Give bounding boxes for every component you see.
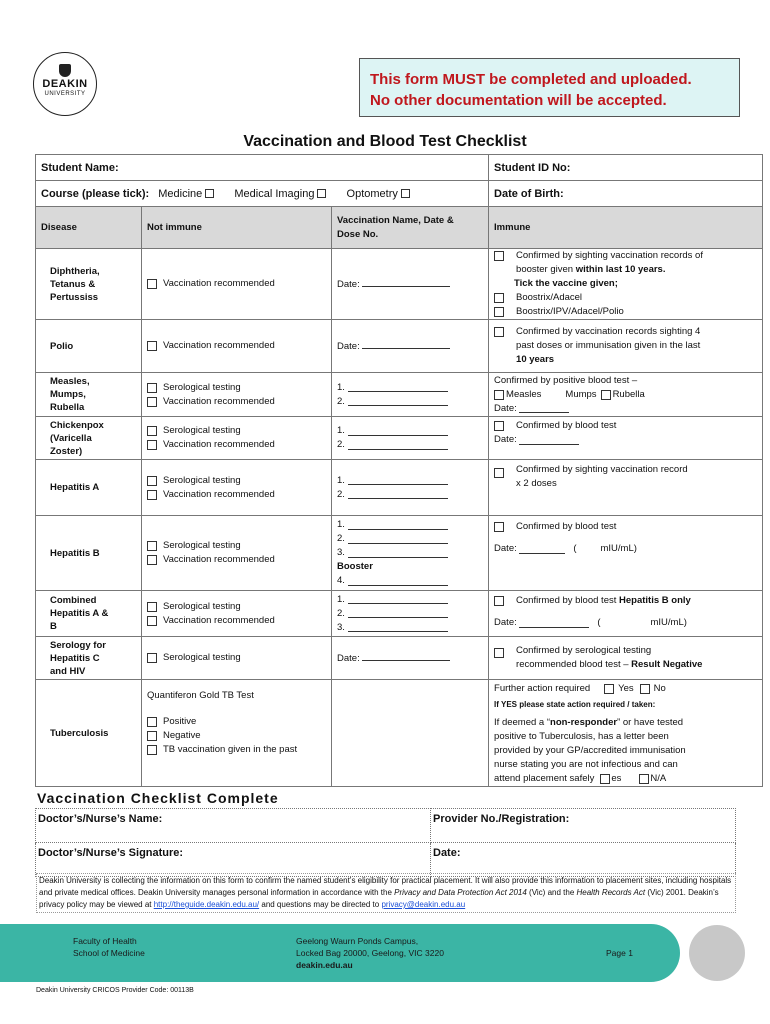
disease-tuberculosis: Tuberculosis (36, 680, 142, 787)
crest-icon (59, 64, 71, 77)
provider-field[interactable] (431, 809, 736, 843)
doctor-name-field[interactable] (36, 809, 431, 843)
immune-cell: Confirmed by serological testing recommended blood test – Result Negative (489, 637, 763, 680)
col-not-immune: Not immune (142, 207, 332, 249)
vaccination-checkbox[interactable] (147, 397, 157, 407)
vacc-cell: Date: (332, 249, 489, 320)
dose-line[interactable] (348, 535, 448, 544)
student-id-label: Student ID No: (494, 161, 571, 174)
table-row (36, 637, 763, 680)
notice-box (359, 58, 740, 117)
disease-polio: Polio (36, 320, 142, 373)
tb-text-line: provided by your GP/accredited immunisation (494, 745, 686, 756)
dose-line[interactable] (348, 609, 448, 618)
confirmed-checkbox[interactable] (494, 522, 504, 532)
date-line[interactable] (362, 340, 450, 349)
dose-line[interactable] (348, 397, 448, 406)
mmr-confirmed-label: Confirmed by positive blood test – (494, 374, 638, 386)
date-line[interactable] (362, 652, 450, 661)
date-line[interactable] (519, 545, 565, 554)
confirmed-checkbox[interactable] (494, 468, 504, 478)
booster-label: Booster (337, 561, 373, 572)
disease-dtp: Diphtheria, Tetanus & Pertussiss (36, 249, 142, 320)
col-vaccination (332, 207, 489, 249)
dose-line[interactable] (348, 577, 448, 586)
serological-checkbox[interactable] (147, 426, 157, 436)
serological-checkbox[interactable] (147, 541, 157, 551)
confirmed-checkbox[interactable] (494, 648, 504, 658)
dose-line[interactable] (348, 383, 448, 392)
not-immune-cell: Quantiferon Gold TB Test Positive Negative TB vaccination given in the past (142, 680, 332, 787)
date-line[interactable] (362, 278, 450, 287)
boostrix-checkbox[interactable] (494, 293, 504, 303)
logo-line1: DEAKIN (42, 78, 88, 90)
vaccination-checkbox[interactable] (147, 341, 157, 351)
page-number: Page 1 (606, 948, 633, 958)
vacc-cell (332, 680, 489, 787)
not-immune-cell: Serological testing Vaccination recommended (142, 417, 332, 460)
course-label: Course (please tick): (41, 187, 150, 200)
immune-cell: Confirmed by vaccination records sighting 4 past doses or immunisation given in the last 10 years (489, 320, 763, 373)
serological-checkbox[interactable] (147, 602, 157, 612)
disease-hepatitis-a: Hepatitis A (36, 460, 142, 516)
student-id-field[interactable] (489, 155, 763, 181)
immune-cell: Confirmed by blood test Date: (489, 417, 763, 460)
vaccination-checkbox[interactable] (147, 279, 157, 289)
provider-label: Provider No./Registration: (433, 813, 570, 825)
table-row (36, 417, 763, 460)
vacc-cell: 1. 2. (332, 460, 489, 516)
footer-address: Geelong Waurn Ponds Campus, Locked Bag 20000, Geelong, VIC 3220 deakin.edu.au (296, 936, 444, 970)
disease-hepatitis-b: Hepatitis B (36, 516, 142, 591)
col-vacc-line2: Dose No. (337, 228, 379, 240)
immune-cell: Further action required Yes No If YES please state action required / taken: If deemed a “non-responder” or have tested positive to Tuberculosis, has a letter been provided by your GP/accredited immunisation nurse stating you are not infectious and can attend placement safely es N/A (489, 680, 763, 787)
doctor-signature-field[interactable] (36, 843, 431, 877)
dob-label: Date of Birth: (494, 187, 564, 200)
date-line[interactable] (519, 404, 569, 413)
privacy-statement: Deakin University is collecting the information on this form to confirm the named student’s eligibility for practical placement. It will also provide this information to placement sites, including hospitals and private medical offices. Deakin University manages personal information in accordance with the Privacy and Data Protection Act 2014 (Vic) and the Health Records Act (Vic) 2001. Deakin’s privacy policy may be viewed at http://theguide.deakin.edu.au/ and questions may be directed to privacy@deakin.edu.au (36, 873, 736, 913)
confirmed-checkbox[interactable] (494, 251, 504, 261)
vacc-cell: Date: (332, 320, 489, 373)
safe-na-checkbox[interactable] (639, 774, 649, 784)
further-no-checkbox[interactable] (640, 684, 650, 694)
dose-line[interactable] (348, 427, 448, 436)
vacc-cell: Date: (332, 637, 489, 680)
table-row (36, 320, 763, 373)
tb-text-line: nurse stating you are not infectious and can (494, 759, 678, 770)
dose-line[interactable] (348, 595, 448, 604)
vaccination-checkbox[interactable] (147, 555, 157, 565)
immune-cell: Confirmed by blood test Hepatitis B only Date: ( mIU/mL) (489, 591, 763, 637)
tb-text-line: positive to Tuberculosis, has a letter been (494, 731, 669, 742)
notice-line1: This form MUST be completed and uploaded. (370, 71, 692, 88)
not-immune-cell: Vaccination recommended (142, 320, 332, 373)
table-row (36, 680, 763, 787)
date-label: Date: (433, 847, 461, 859)
date-line[interactable] (519, 436, 579, 445)
disease-mmr: Measles, Mumps, Rubella (36, 373, 142, 417)
immune-cell: Confirmed by sighting vaccination record x 2 doses (489, 460, 763, 516)
negative-checkbox[interactable] (147, 731, 157, 741)
confirmed-checkbox[interactable] (494, 421, 504, 431)
dose-line[interactable] (348, 623, 448, 632)
confirmed-checkbox[interactable] (494, 596, 504, 606)
course-row (36, 181, 489, 207)
col-vacc-line1: Vaccination Name, Date & (337, 214, 454, 226)
page-title: Vaccination and Blood Test Checklist (243, 133, 527, 150)
not-immune-cell: Serological testing Vaccination recommended (142, 516, 332, 591)
dose-line[interactable] (348, 521, 448, 530)
vaccination-checkbox[interactable] (147, 490, 157, 500)
footer-faculty: Faculty of Health School of Medicine (73, 936, 145, 958)
measles-checkbox[interactable] (494, 390, 504, 400)
confirmed-checkbox[interactable] (494, 327, 504, 337)
privacy-guide-link[interactable]: http://theguide.deakin.edu.au/ (153, 900, 260, 909)
logo-line2: UNIVERSITY (44, 91, 86, 97)
positive-checkbox[interactable] (147, 717, 157, 727)
table-row (36, 460, 763, 516)
disease-serology: Serology for Hepatitis C and HIV (36, 637, 142, 680)
vaccination-checkbox[interactable] (147, 616, 157, 626)
serological-checkbox[interactable] (147, 653, 157, 663)
table-row (36, 249, 763, 320)
further-yes-checkbox[interactable] (604, 684, 614, 694)
doctor-name-label: Doctor’s/Nurse’s Name: (38, 813, 163, 825)
boostrix-ipv-checkbox[interactable] (494, 307, 504, 317)
col-immune: Immune (489, 207, 763, 249)
vacc-cell: 1. 2. 3. (332, 591, 489, 637)
optometry-checkbox[interactable] (401, 189, 410, 198)
vaccination-checkbox[interactable] (147, 440, 157, 450)
dose-line[interactable] (348, 441, 448, 450)
dose-line[interactable] (348, 549, 448, 558)
not-immune-cell: Vaccination recommended (142, 249, 332, 320)
date-field[interactable] (431, 843, 736, 877)
student-name-field[interactable] (36, 155, 489, 181)
vacc-cell: 1. 2. 3. Booster 4. (332, 516, 489, 591)
not-immune-cell: Serological testing (142, 637, 332, 680)
course-medicine: Medicine (158, 187, 203, 200)
serological-checkbox[interactable] (147, 476, 157, 486)
not-immune-cell: Serological testing Vaccination recommended (142, 373, 332, 417)
course-medical-imaging: Medical Imaging (234, 187, 315, 200)
doctor-signature-label: Doctor’s/Nurse’s Signature: (38, 847, 184, 859)
tb-vaccination-checkbox[interactable] (147, 745, 157, 755)
dose-line[interactable] (348, 476, 448, 485)
course-optometry: Optometry (346, 187, 398, 200)
student-name-label: Student Name: (41, 161, 119, 174)
tick-vaccine-label: Tick the vaccine given; (514, 278, 618, 289)
serological-checkbox[interactable] (147, 383, 157, 393)
checklist-complete-title: Vaccination Checklist Complete (37, 790, 279, 806)
tb-state-label: If YES please state action required / taken: (494, 700, 656, 709)
immune-cell: Confirmed by positive blood test – Measles Mumps Rubella Date: (489, 373, 763, 417)
dob-field[interactable] (489, 181, 763, 207)
vacc-cell: 1. 2. (332, 373, 489, 417)
table-row (36, 591, 763, 637)
privacy-email-link[interactable]: privacy@deakin.edu.au (381, 900, 466, 909)
medicine-checkbox[interactable] (205, 189, 214, 198)
date-line[interactable] (519, 619, 589, 628)
notice-line2: No other documentation will be accepted. (370, 92, 667, 109)
immune-cell: Confirmed by blood test Date: ( mIU/mL) (489, 516, 763, 591)
disease-combined-hepatitis: Combined Hepatitis A & B (36, 591, 142, 637)
footer-circle (689, 925, 745, 981)
table-row (36, 516, 763, 591)
immune-cell: Confirmed by sighting vaccination records of booster given within last 10 years. Tick the vaccine given; Boostrix/Adacel Boostrix/IPV/Adacel/Polio (489, 249, 763, 320)
checklist-table (35, 154, 763, 787)
disease-chickenpox: Chickenpox (Varicella Zoster) (36, 417, 142, 460)
tb-test-label: Quantiferon Gold TB Test (147, 690, 254, 701)
deakin-logo (33, 52, 97, 116)
signature-table (35, 808, 736, 877)
medical-imaging-checkbox[interactable] (317, 189, 326, 198)
not-immune-cell: Serological testing Vaccination recommended (142, 460, 332, 516)
cricos-code: Deakin University CRICOS Provider Code: 00113B (36, 987, 194, 994)
table-row (36, 373, 763, 417)
not-immune-cell: Serological testing Vaccination recommended (142, 591, 332, 637)
col-disease: Disease (36, 207, 142, 249)
rubella-checkbox[interactable] (601, 390, 611, 400)
vacc-cell: 1. 2. (332, 417, 489, 460)
dose-line[interactable] (348, 490, 448, 499)
safe-yes-checkbox[interactable] (600, 774, 610, 784)
